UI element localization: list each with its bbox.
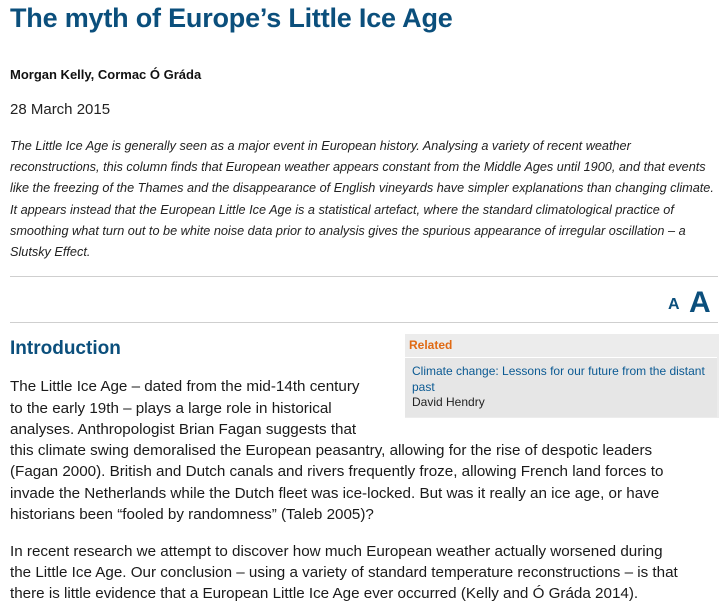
article-title: The myth of Europe’s Little Ice Age: [10, 3, 453, 33]
related-label: Related: [409, 338, 453, 352]
article-date: 28 March 2015: [10, 101, 111, 118]
paragraph-line: In recent research we attempt to discover how much European weather actually worsened during: [10, 543, 663, 560]
paragraph-line: the Little Ice Age. Our conclusion – using a variety of standard temperature reconstructions – is that: [10, 564, 678, 581]
related-box: [405, 334, 719, 418]
paragraph-line: (Fagan 2000). British and Dutch canals and rivers frequently froze, allowing French land forces to: [10, 463, 664, 480]
divider: [10, 322, 718, 323]
paragraph-line: historians been “fooled by randomness” (Taleb 2005)?: [10, 506, 374, 523]
section-heading: Introduction: [10, 338, 121, 359]
paragraph-line: this climate swing demoralised the European peasantry, allowing for the rise of despotic leaders: [10, 442, 653, 459]
article-authors: Morgan Kelly, Cormac Ó Gráda: [10, 67, 202, 82]
divider: [10, 276, 718, 277]
related-article-link[interactable]: Climate change: Lessons for our future from the distant past: [412, 364, 705, 394]
paragraph-line: invade the Netherlands while the Dutch fleet was ice-locked. But was it really an ice age, or have: [10, 485, 660, 502]
related-article-author: David Hendry: [412, 395, 485, 409]
paragraph-line: to the early 19th – plays a large role in historical: [10, 400, 332, 417]
paragraph-line: there is little evidence that a European Little Ice Age ever occurred (Kelly and Ó Gráda 2014).: [10, 585, 639, 602]
decrease-font-size-button[interactable]: A: [668, 296, 680, 313]
paragraph-line: The Little Ice Age – dated from the mid-14th century: [10, 378, 360, 395]
article-abstract: The Little Ice Age is generally seen as a major event in European history. Analysing a variety of recent weather reconstructions, this column finds that European weather appears constant from the Middle Ages until 1900, and that events like the freezing of the Thames and the disappearance of English vineyards have simpler explanations than changing climate. It appears instead that the European Little Ice Age is a statistical artefact, where the standard climatological practice of smoothing what turn out to be white noise data prior to analysis gives the spurious appearance of irregular oscillation – a Slutsky Effect.: [10, 139, 714, 260]
paragraph-line: analyses. Anthropologist Brian Fagan suggests that: [10, 421, 357, 438]
increase-font-size-button[interactable]: A: [689, 286, 711, 319]
related-item: [405, 357, 717, 417]
